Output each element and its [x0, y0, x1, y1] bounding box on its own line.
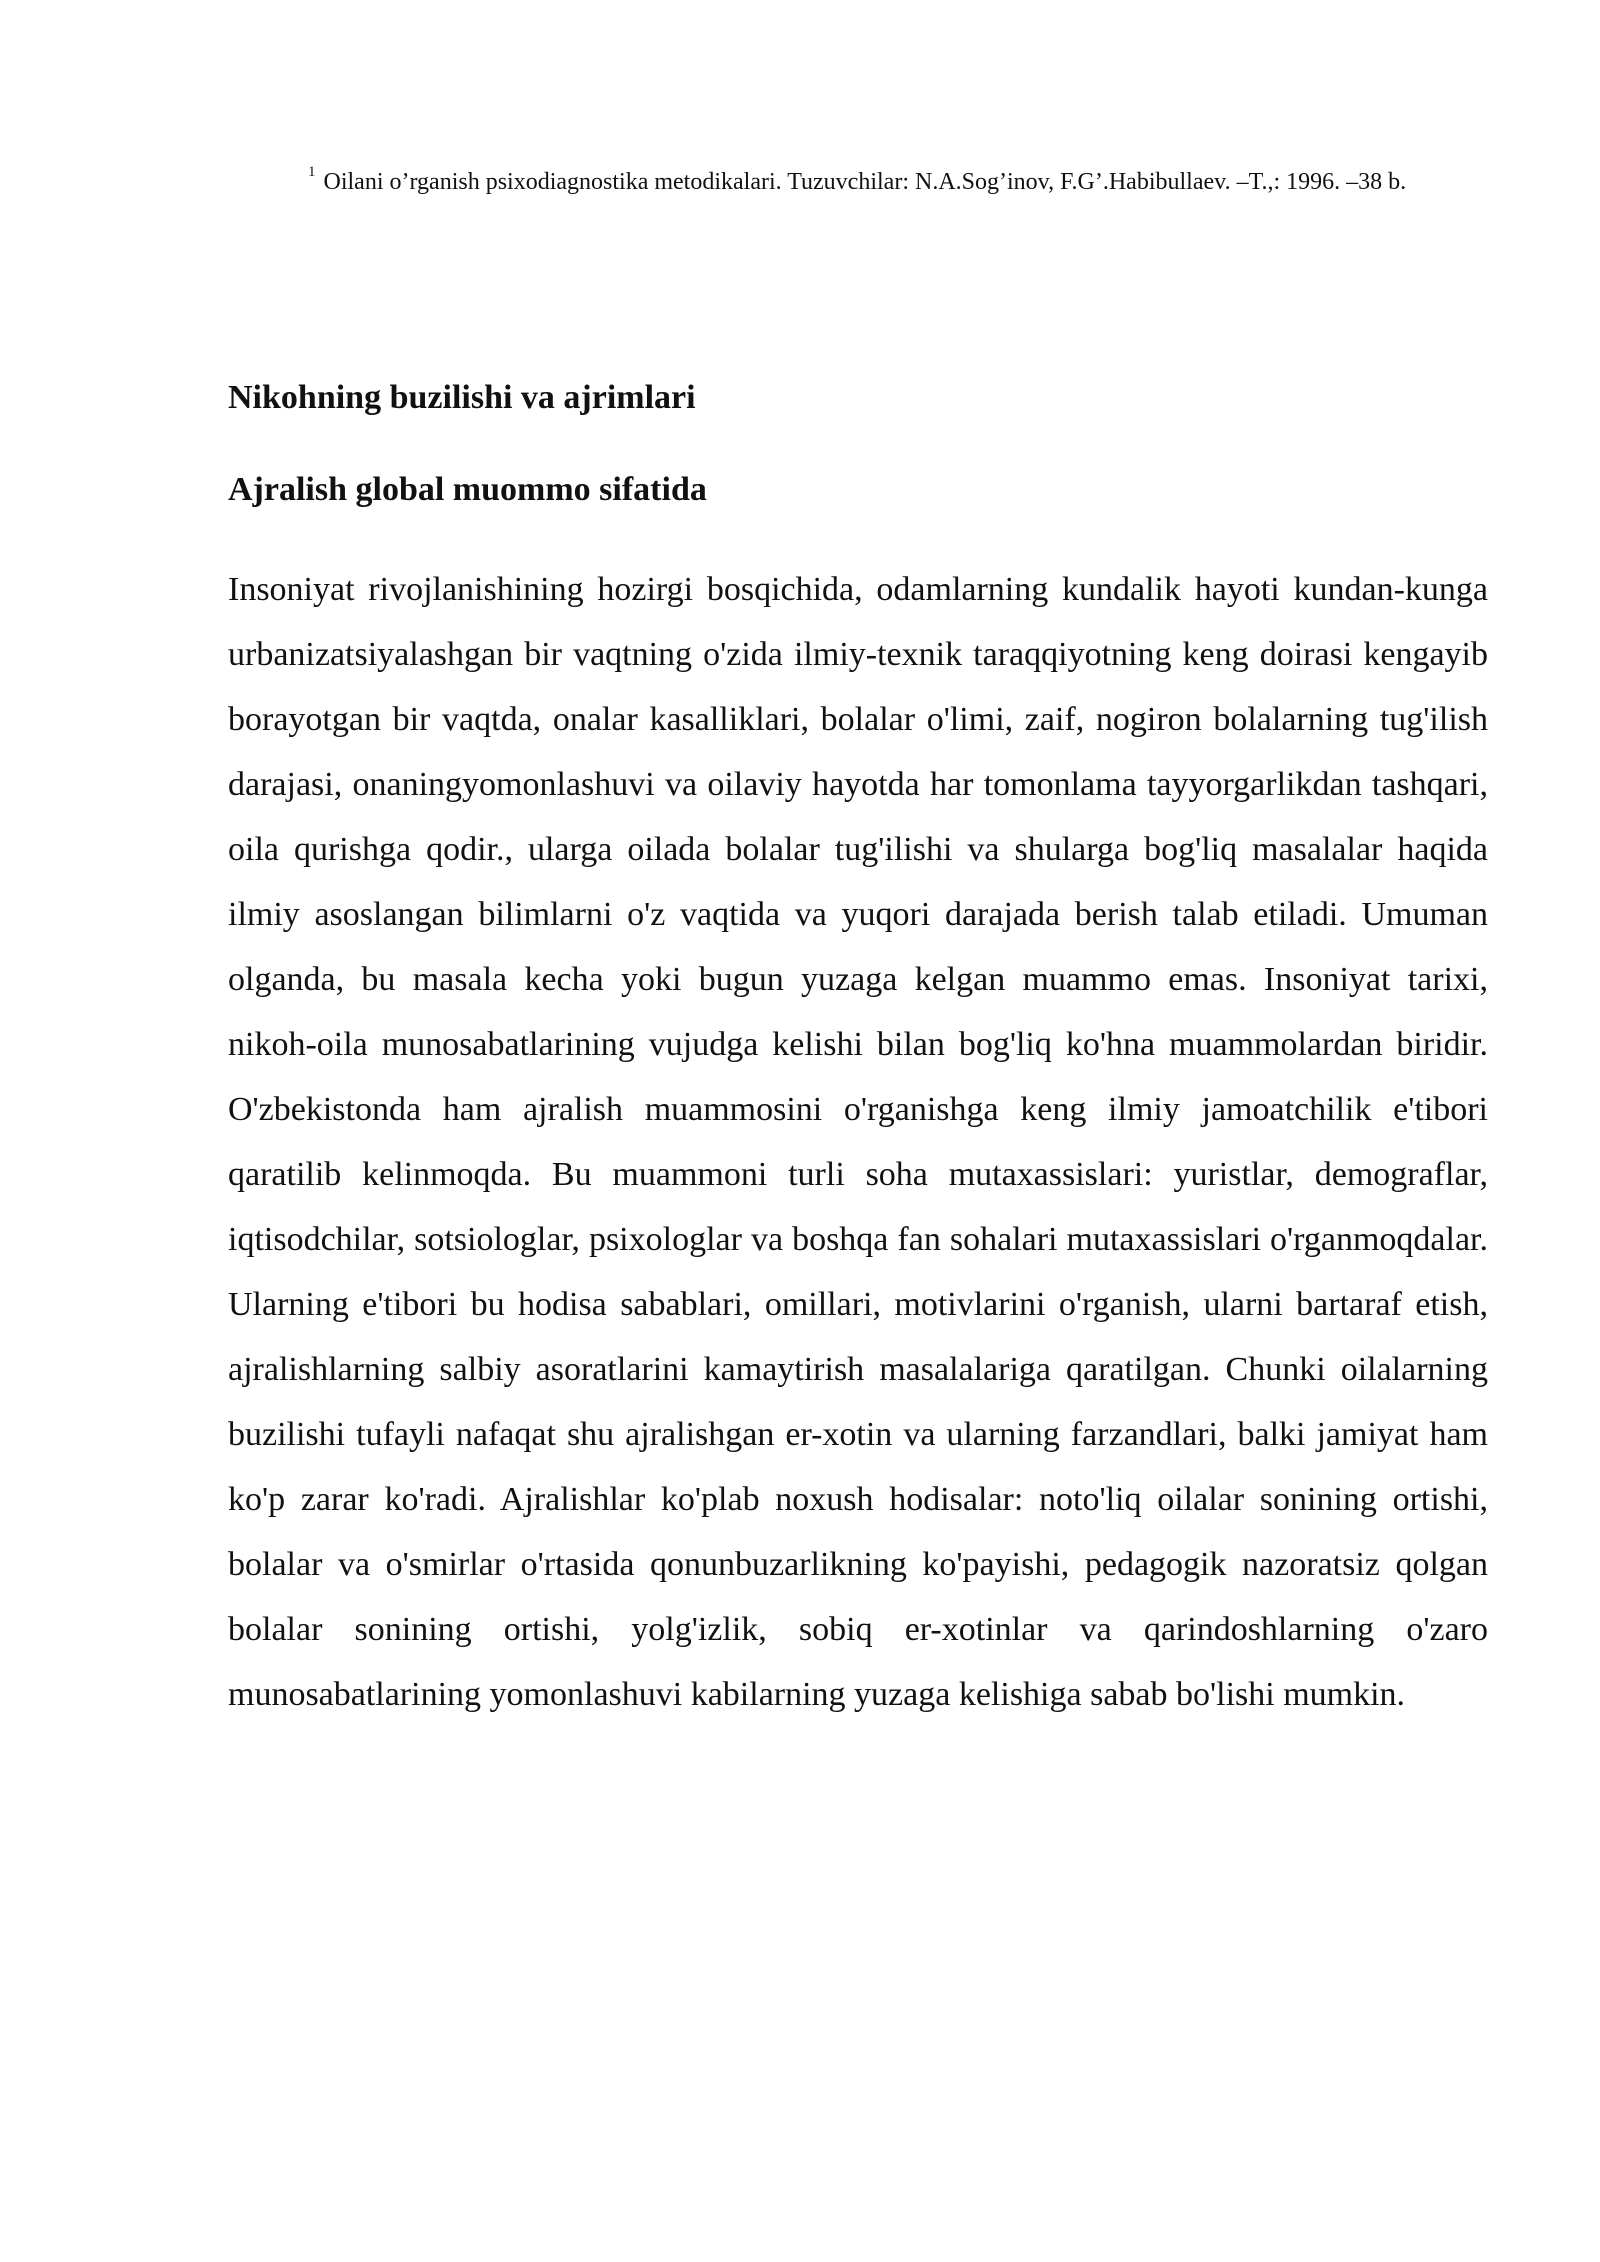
section-title: Nikohning buzilishi va ajrimlari — [228, 379, 696, 416]
section-subtitle: Ajralish global muommo sifatida — [228, 471, 707, 508]
footnote — [228, 156, 1488, 208]
footnote-text: Oilani o’rganish psixodiagnostika metodikalari. Tuzuvchilar: N.A.Sog’inov, F.G’.Habibullaev. –T.,: 1996. –38 b. — [323, 169, 1407, 195]
footnote-marker: 1 — [308, 164, 316, 180]
body-paragraph: Insoniyat rivojlanishining hozirgi bosqichida, odamlarning kundalik hayoti kundan-kunga urbanizatsiyalashgan bir vaqtning o'zida ilmiy-texnik taraqqiyotning keng doirasi kengayib borayotgan bir vaqtda, onalar kasalliklari, bolalar o'limi, zaif, nogiron bolalarning tug'ilish darajasi, onaningyomonlashuvi va oilaviy hayotda har tomonlama tayyorgarlikdan tashqari, oila qurishga qodir., ularga oilada bolalar tug'ilishi va shularga bog'liq masalalar haqida ilmiy asoslangan bilimlarni o'z vaqtida va yuqori darajada berish talab etiladi. Umuman olganda, bu masala kecha yoki bugun yuzaga kelgan muammo emas. Insoniyat tarixi, nikoh-oila munosabatlarining vujudga kelishi bilan bog'liq ko'hna muammolardan biridir. O'zbekistonda ham ajralish muammosini o'rganishga keng ilmiy jamoatchilik e'tibori qaratilib kelinmoqda. Bu muammoni turli soha mutaxassislari: yuristlar, demograflar, iqtisodchilar, sotsiologlar, psixologlar va boshqa fan sohalari mutaxassislari o'rganmoqdalar. Ularning e'tibori bu hodisa sabablari, omillari, motivlarini o'rganish, ularni bartaraf etish, ajralishlarning salbiy asoratlarini kamaytirish masalalariga qaratilgan. Chunki oilalarning buzilishi tufayli nafaqat shu ajralishgan er-xotin va ularning farzandlari, balki jamiyat ham ko'p zarar ko'radi. Ajralishlar ko'plab noxush hodisalar: noto'liq oilalar sonining ortishi, bolalar va o'smirlar o'rtasida qonunbuzarlikning ko'payishi, pedagogik nazoratsiz qolgan bolalar sonining ortishi, yolg'izlik, sobiq er-xotinlar va qarindoshlarning o'zaro munosabatlarining yomonlashuvi kabilarning yuzaga kelishiga sabab bo'lishi mumkin. — [228, 571, 1488, 1713]
